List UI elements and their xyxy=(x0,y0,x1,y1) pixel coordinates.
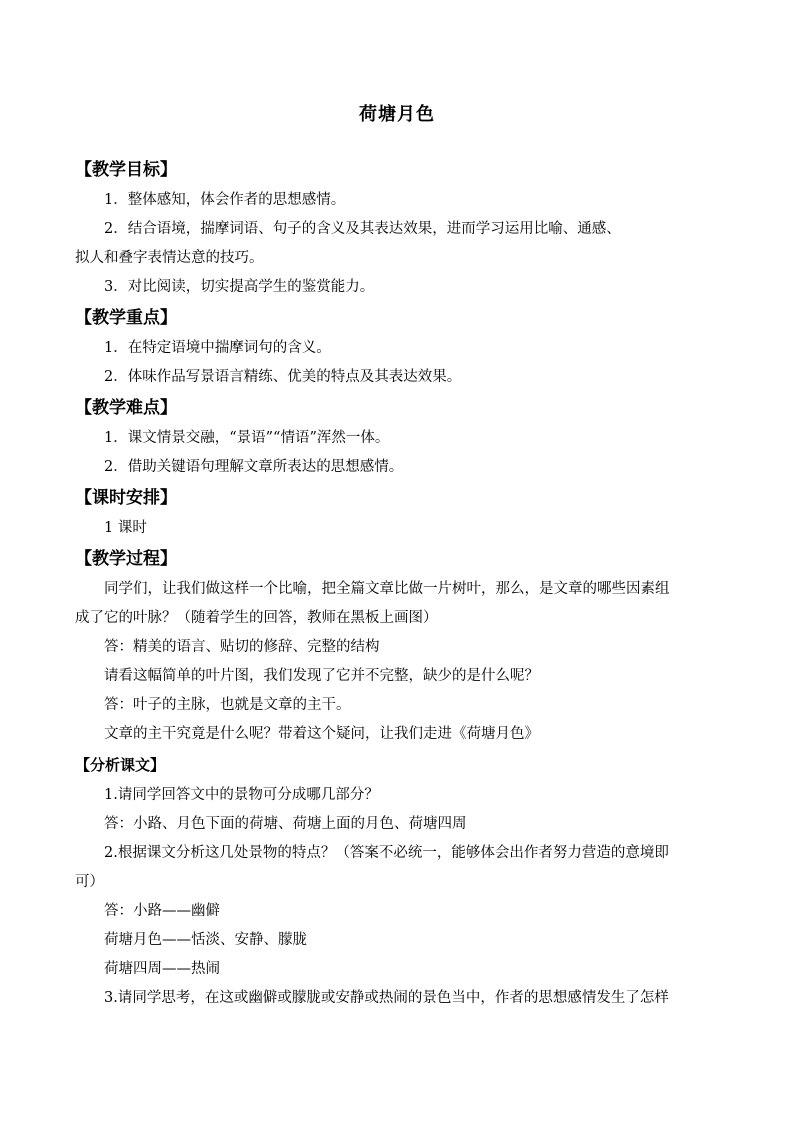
section-heading-analysis: 【分析课文】 xyxy=(75,756,166,774)
analysis-item-continued: 可） xyxy=(75,874,104,890)
process-paragraph: 请看这幅简单的叶片图，我们发现了它并不完整，缺少的是什么呢？ xyxy=(104,668,539,684)
schedule-item: 1 课时 xyxy=(104,520,147,536)
difficult-item: 1．课文情景交融，“景语”“情语”浑然一体。 xyxy=(104,430,390,446)
analysis-item: 荷塘四周——热闹 xyxy=(104,961,220,977)
section-heading-goals: 【教学目标】 xyxy=(75,160,177,180)
process-paragraph: 同学们，让我们做这样一个比喻，把全篇文章比做一片树叶，那么，是文章的哪些因素组 xyxy=(104,581,670,597)
analysis-item: 答：小路、月色下面的荷塘、荷塘上面的月色、荷塘四周 xyxy=(104,816,467,832)
section-heading-key: 【教学重点】 xyxy=(75,308,177,328)
section-heading-process: 【教学过程】 xyxy=(75,549,177,569)
document-title: 荷塘月色 xyxy=(359,104,435,125)
analysis-item: 荷塘月色——恬淡、安静、朦胧 xyxy=(104,932,307,948)
process-paragraph-continued: 成了它的叶脉？（随着学生的回答，教师在黑板上画图） xyxy=(75,610,438,626)
analysis-item: 1.请同学回答文中的景物可分成哪几部分？ xyxy=(104,787,379,803)
goal-item-continued: 拟人和叠字表情达意的技巧。 xyxy=(75,250,264,266)
analysis-item: 3.请同学思考，在这或幽僻或朦胧或安静或热闹的景色当中，作者的思想感情发生了怎样 xyxy=(104,990,669,1006)
key-item: 1．在特定语境中揣摩词句的含义。 xyxy=(104,340,331,356)
analysis-item: 答：小路——幽僻 xyxy=(104,903,220,919)
document-body xyxy=(75,154,730,1013)
goal-item: 2．结合语境，揣摩词语、句子的含义及其表达效果，进而学习运用比喻、通感、 xyxy=(104,221,621,237)
section-heading-difficult: 【教学难点】 xyxy=(75,398,177,418)
key-item: 2．体味作品写景语言精练、优美的特点及其表达效果。 xyxy=(104,369,462,385)
analysis-item: 2.根据课文分析这几处景物的特点？（答案不必统一，能够体会出作者努力营造的意境即 xyxy=(104,845,669,861)
goal-item: 1．整体感知，体会作者的思想感情。 xyxy=(104,192,346,208)
process-paragraph: 答：精美的语言、贴切的修辞、完整的结构 xyxy=(104,639,380,655)
goal-item: 3．对比阅读，切实提高学生的鉴赏能力。 xyxy=(104,279,375,295)
process-paragraph: 文章的主干究竟是什么呢？带着这个疑问，让我们走进《荷塘月色》 xyxy=(104,726,539,742)
section-heading-schedule: 【课时安排】 xyxy=(75,488,177,508)
process-paragraph: 答：叶子的主脉，也就是文章的主干。 xyxy=(104,697,351,713)
difficult-item: 2．借助关键语句理解文章所表达的思想感情。 xyxy=(104,459,404,475)
